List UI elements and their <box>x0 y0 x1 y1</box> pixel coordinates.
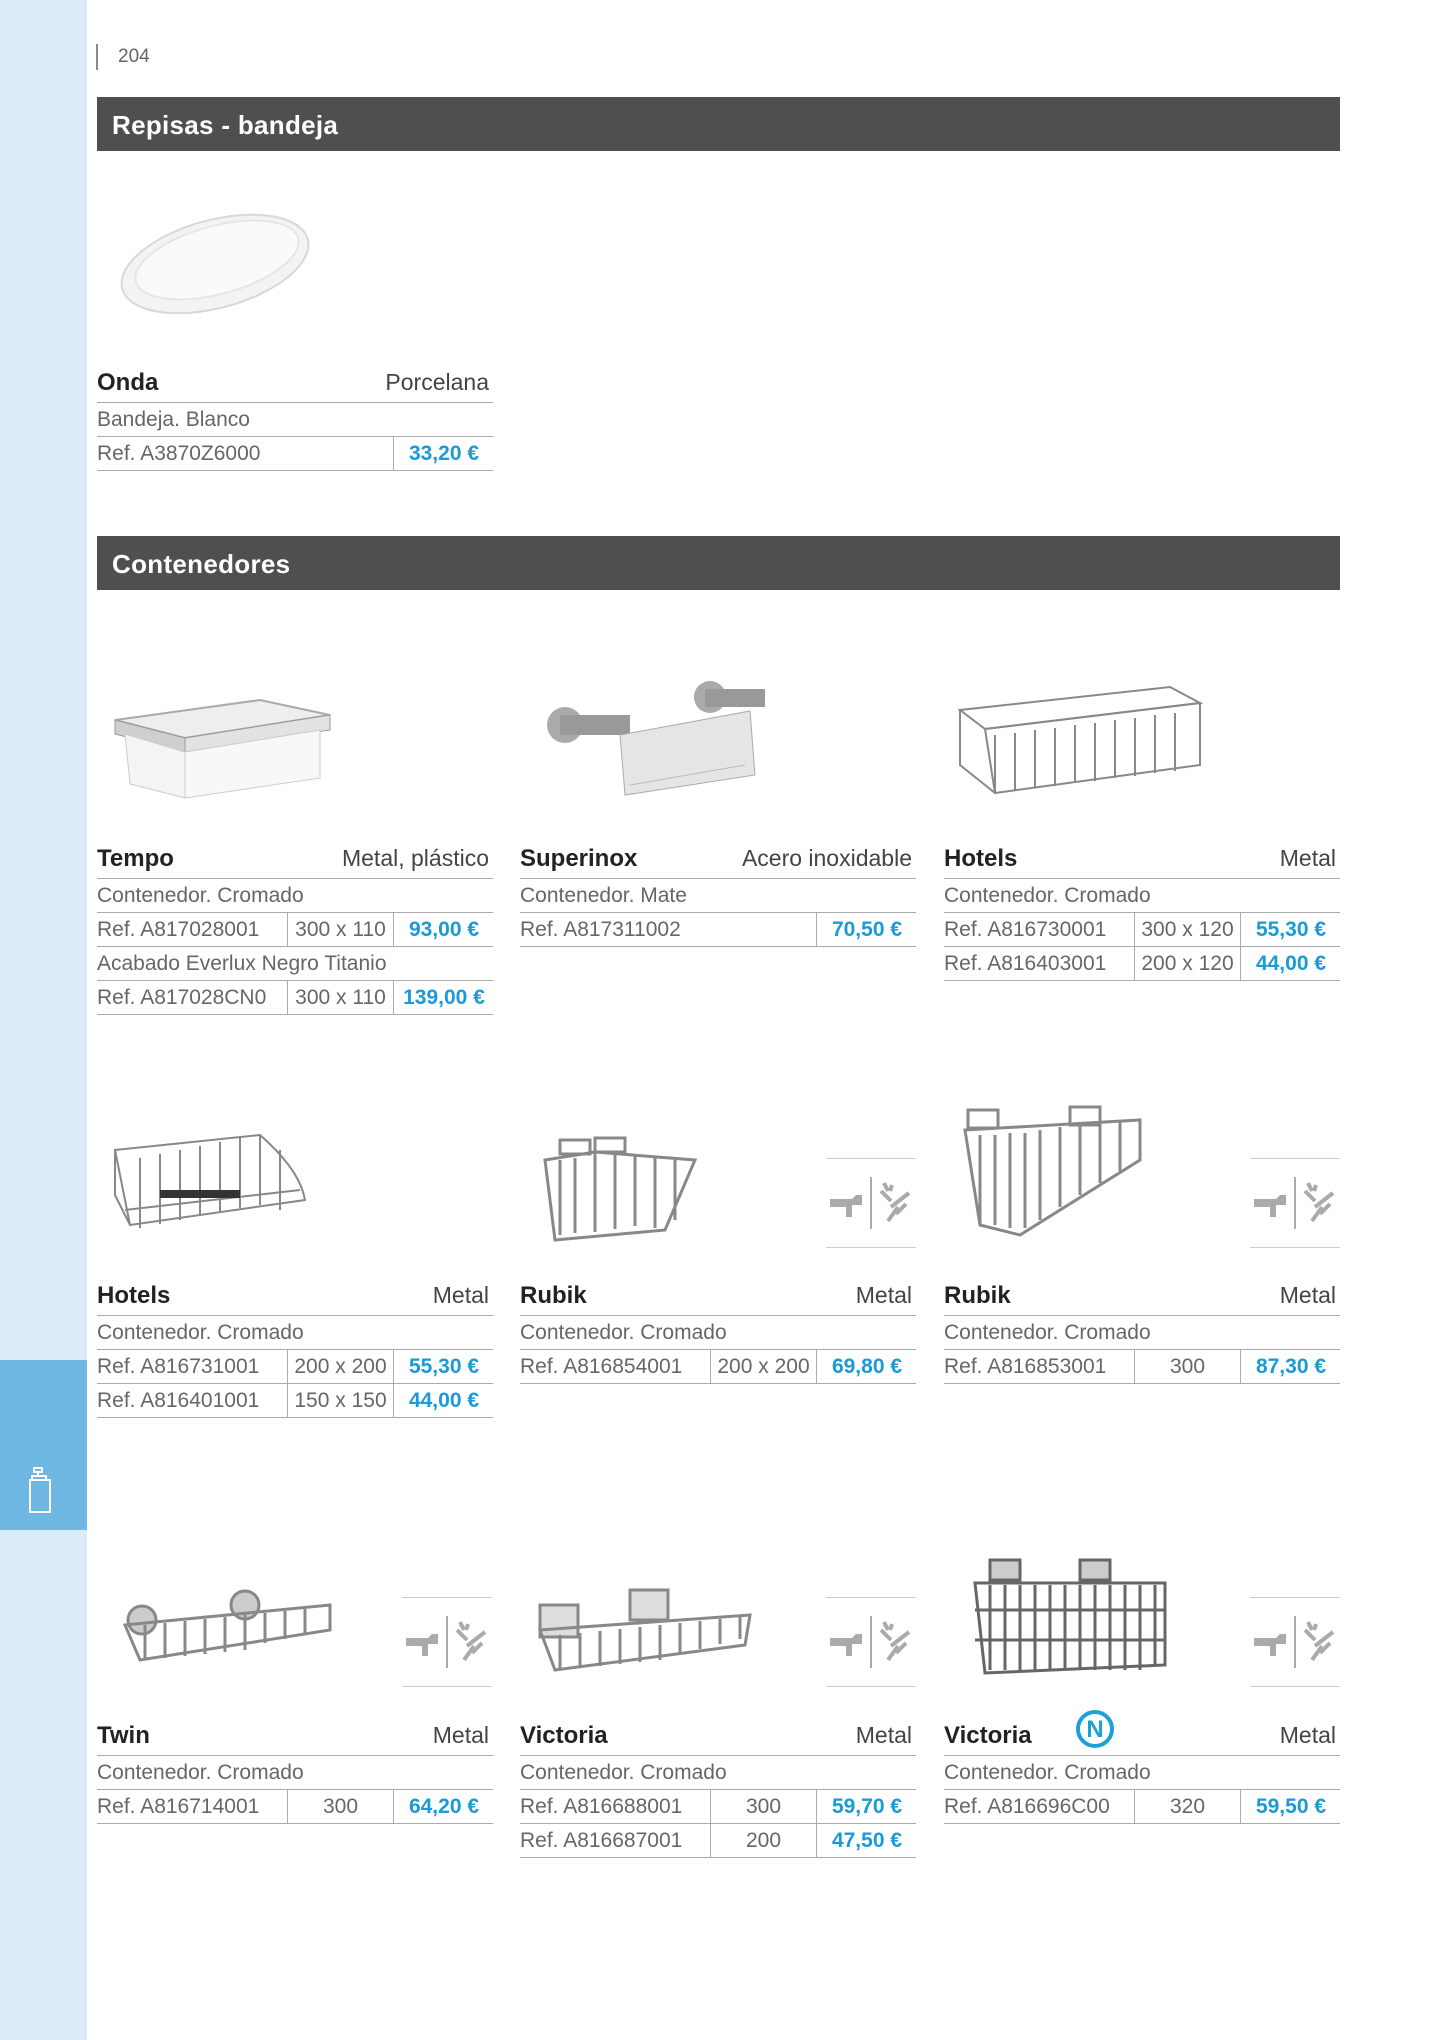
tools-pictogram <box>402 1597 492 1687</box>
section-header-contenedores: Contenedores <box>97 536 1340 590</box>
price: 139,00 € <box>393 981 494 1014</box>
price: 47,50 € <box>816 1824 917 1857</box>
product-material: Metal <box>432 1722 489 1748</box>
drill-icon <box>830 1634 862 1656</box>
superinox-image <box>540 675 780 800</box>
drill-icon <box>1254 1195 1286 1217</box>
table-row: Ref. A816731001 200 x 200 55,30 € <box>97 1349 493 1384</box>
product-card-hotels-corner <box>97 1275 493 1418</box>
price: 55,30 € <box>1240 913 1341 946</box>
table-row: Ref. A816403001 200 x 120 44,00 € <box>944 947 1340 981</box>
product-desc: Contenedor. Cromado <box>520 1761 727 1784</box>
product-desc: Bandeja. Blanco <box>97 408 250 431</box>
price: 87,30 € <box>1240 1350 1341 1383</box>
product-desc: Contenedor. Cromado <box>97 884 304 907</box>
victoria-rect-basket-image <box>970 1555 1170 1680</box>
price: 44,00 € <box>1240 947 1341 980</box>
product-material: Metal <box>855 1722 912 1748</box>
price: 69,80 € <box>816 1350 917 1383</box>
product-desc: Contenedor. Cromado <box>944 884 1151 907</box>
screw-icon <box>881 1183 909 1221</box>
table-row: Ref. A816853001 300 87,30 € <box>944 1349 1340 1384</box>
product-desc: Contenedor. Cromado <box>97 1321 304 1344</box>
table-row: Ref. A816854001 200 x 200 69,80 € <box>520 1349 916 1384</box>
product-card-superinox <box>520 838 916 947</box>
product-material: Metal <box>1279 1282 1336 1308</box>
product-desc: Contenedor. Mate <box>520 884 687 907</box>
page-rule <box>96 44 98 70</box>
price: 33,20 € <box>393 437 494 470</box>
table-row: Ref. A3870Z6000 33,20 € <box>97 436 493 471</box>
product-name: Victoria <box>944 1722 1032 1749</box>
product-desc: Contenedor. Cromado <box>520 1321 727 1344</box>
product-card-victoria-rect <box>944 1715 1340 1824</box>
product-material: Metal <box>1279 845 1336 871</box>
twin-basket-image <box>120 1585 335 1685</box>
section-header-repisas: Repisas - bandeja <box>97 97 1340 151</box>
price: 55,30 € <box>393 1350 494 1383</box>
product-desc: Contenedor. Cromado <box>944 1321 1151 1344</box>
page-number: 204 <box>118 46 150 67</box>
product-card-tempo <box>97 838 493 1015</box>
screw-icon <box>457 1622 485 1660</box>
price: 93,00 € <box>393 913 494 946</box>
product-card-twin <box>97 1715 493 1824</box>
product-name: Tempo <box>97 845 174 872</box>
tools-pictogram <box>826 1597 916 1687</box>
product-name: Rubik <box>520 1282 587 1309</box>
price: 44,00 € <box>393 1384 494 1417</box>
price: 59,70 € <box>816 1790 917 1823</box>
product-card-rubik-rect <box>944 1275 1340 1384</box>
price: 59,50 € <box>1240 1790 1341 1823</box>
product-desc: Acabado Everlux Negro Titanio <box>97 952 387 975</box>
product-material: Metal, plástico <box>341 845 489 871</box>
hotels-basket-image <box>955 675 1205 805</box>
product-card-onda <box>97 362 493 471</box>
product-name: Hotels <box>944 845 1018 872</box>
product-name: Onda <box>97 369 159 396</box>
tools-pictogram <box>1250 1597 1340 1687</box>
product-name: Twin <box>97 1722 150 1749</box>
screw-icon <box>1305 1183 1333 1221</box>
drill-icon <box>1254 1634 1286 1656</box>
table-row: Ref. A817028001 300 x 110 93,00 € <box>97 912 493 947</box>
price: 64,20 € <box>393 1790 494 1823</box>
rubik-corner-basket-image <box>535 1130 710 1245</box>
tools-pictogram <box>826 1158 916 1248</box>
table-row: Ref. A816687001 200 47,50 € <box>520 1824 916 1858</box>
drill-icon <box>830 1195 862 1217</box>
screw-icon <box>1305 1622 1333 1660</box>
product-desc: Contenedor. Cromado <box>97 1761 304 1784</box>
product-material: Acero inoxidable <box>741 845 912 871</box>
product-name: Victoria <box>520 1722 608 1749</box>
product-name: Superinox <box>520 845 638 872</box>
product-name: Rubik <box>944 1282 1011 1309</box>
product-card-victoria <box>520 1715 916 1858</box>
sidebar-strip <box>0 0 87 2040</box>
rubik-rect-basket-image <box>960 1105 1150 1240</box>
product-material: Metal <box>855 1282 912 1308</box>
table-row: Ref. A816730001 300 x 120 55,30 € <box>944 912 1340 947</box>
product-name: Hotels <box>97 1282 171 1309</box>
table-row: Ref. A816401001 150 x 150 44,00 € <box>97 1384 493 1418</box>
new-badge: N <box>1076 1710 1114 1748</box>
victoria-basket-image <box>535 1585 755 1685</box>
onda-tray-image <box>115 200 320 320</box>
product-card-hotels <box>944 838 1340 981</box>
table-row: Ref. A816714001 300 64,20 € <box>97 1789 493 1824</box>
table-row: Ref. A817311002 70,50 € <box>520 912 916 947</box>
table-row: Ref. A816688001 300 59,70 € <box>520 1789 916 1824</box>
screw-icon <box>881 1622 909 1660</box>
hotels-corner-basket-image <box>110 1130 310 1245</box>
table-row: Ref. A817028CN0 300 x 110 139,00 € <box>97 980 493 1015</box>
price: 70,50 € <box>816 913 917 946</box>
product-material: Metal <box>1279 1722 1336 1748</box>
drill-icon <box>406 1634 438 1656</box>
tools-pictogram <box>1250 1158 1340 1248</box>
dispenser-icon <box>26 1466 56 1516</box>
product-material: Porcelana <box>385 369 489 395</box>
product-material: Metal <box>432 1282 489 1308</box>
sidebar-category-tab[interactable] <box>0 1360 87 1530</box>
tempo-image <box>110 680 335 805</box>
product-card-rubik-corner <box>520 1275 916 1384</box>
product-desc: Contenedor. Cromado <box>944 1761 1151 1784</box>
table-row: Ref. A816696C00 320 59,50 € <box>944 1789 1340 1824</box>
